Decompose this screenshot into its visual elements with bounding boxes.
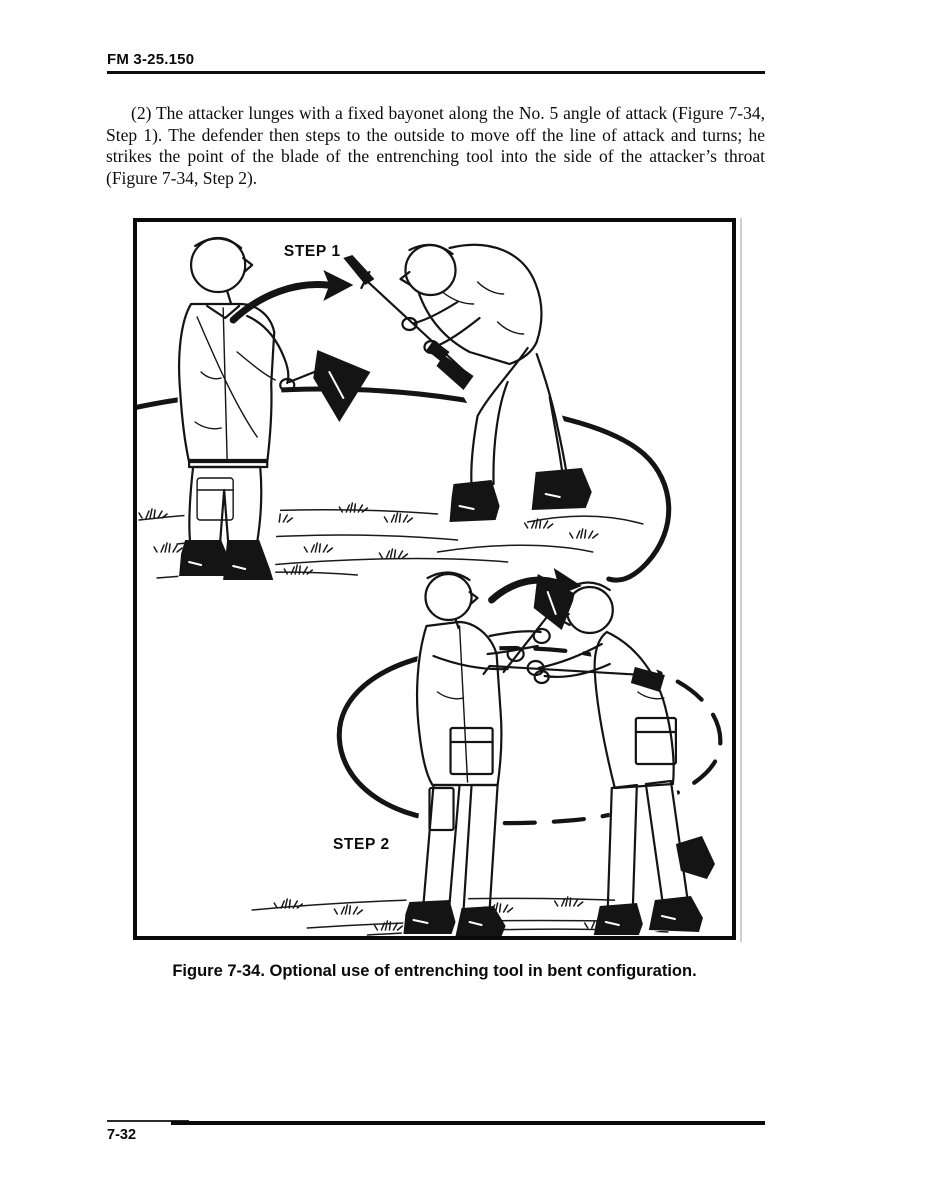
document-number: FM 3-25.150 [107,51,195,68]
body-paragraph: (2) The attacker lunges with a fixed bayonet along the No. 5 angle of attack (Figure 7-34, Step 1). The defender then steps to the outside to move off the line of attack and turns; he strikes the point of the blade of the entrenching tool into the side of the attacker’s throat (Figure 7-34, Step 2). [106,103,765,188]
header-rule [107,71,765,74]
step2-attacker-figure [484,582,715,935]
step2-defender-figure [401,572,575,936]
figure-illustration [137,222,732,936]
step1-label: STEP 1 [283,243,341,260]
step2-label: STEP 2 [332,836,390,853]
page-number: 7-32 [107,1127,137,1143]
step1-attacker-figure [343,238,591,522]
footer-rule-thick [171,1121,765,1125]
figure-caption: Figure 7-34. Optional use of entrenching tool in bent configuration. [172,962,697,980]
figure-7-34 [133,218,736,940]
